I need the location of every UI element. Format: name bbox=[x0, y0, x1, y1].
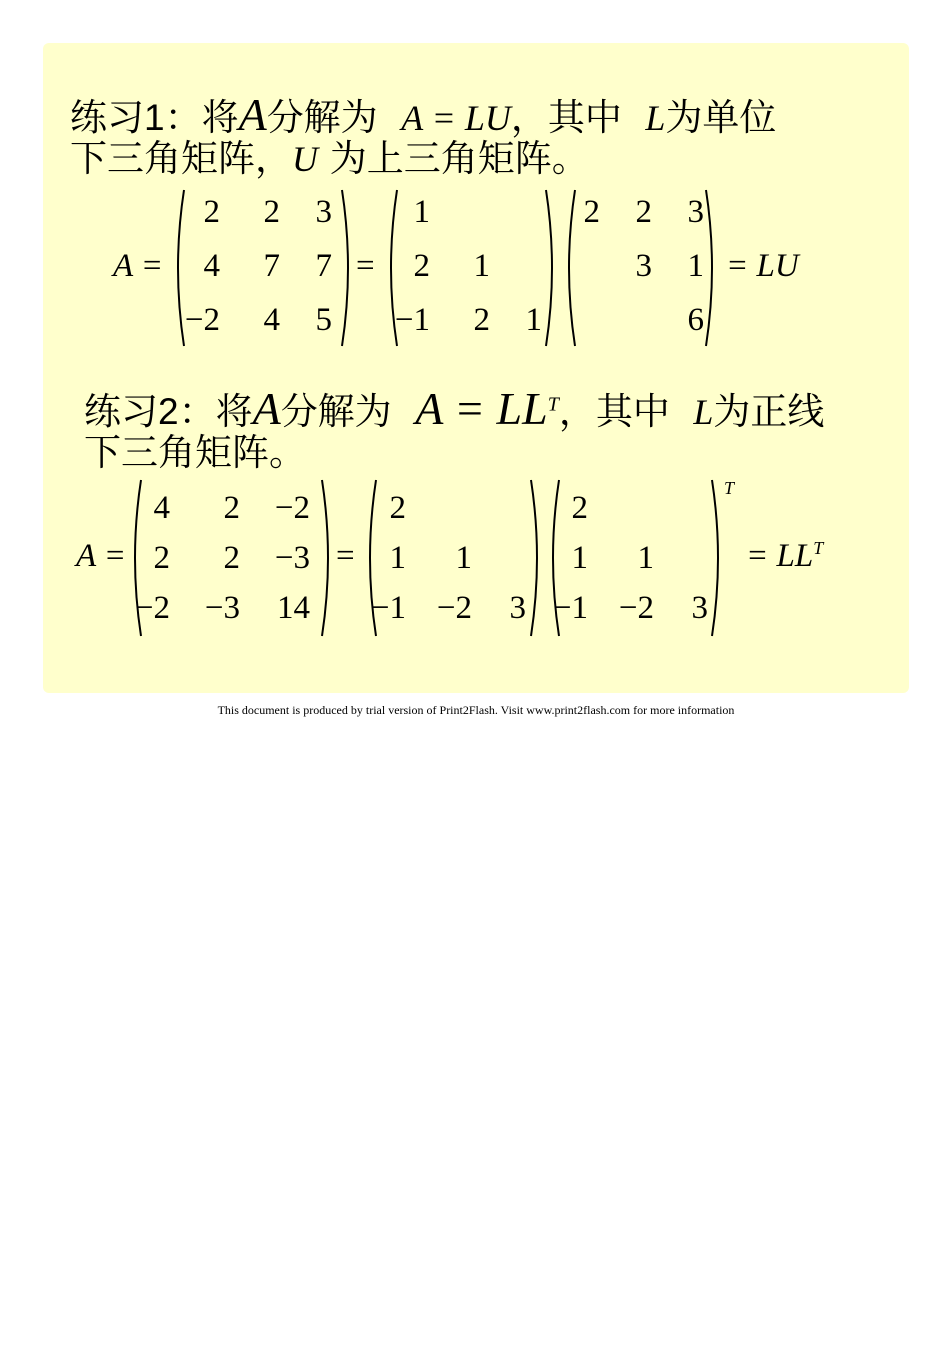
ex2-var-a: A bbox=[252, 383, 281, 434]
ex1-var-l: L bbox=[645, 98, 666, 138]
ex2-comma: ， bbox=[558, 390, 596, 433]
ex2-a-cell: 14 bbox=[277, 590, 310, 626]
ex2-l-cell: 3 bbox=[509, 590, 526, 626]
ex1-rest: 为单位 bbox=[665, 96, 777, 139]
ex1-equation: A = LU bbox=[401, 98, 511, 138]
ex2-line1 bbox=[84, 383, 825, 434]
ex2-lt-cell: 1 bbox=[571, 540, 588, 576]
ex1-result bbox=[726, 248, 799, 285]
ex1-fenjie: 分解为 bbox=[266, 96, 378, 139]
ex1-line2b: 为上三角矩阵。 bbox=[329, 137, 589, 180]
ex2-result bbox=[746, 538, 823, 575]
ex1-line2a: 下三角矩阵， bbox=[70, 137, 292, 180]
ex2-a-cell: 2 bbox=[223, 540, 240, 576]
ex1-comma: ， bbox=[510, 96, 548, 139]
ex1-result-text: = LU bbox=[726, 248, 799, 284]
ex2-equals bbox=[336, 538, 355, 575]
ex2-line2-text: 下三角矩阵。 bbox=[84, 431, 306, 474]
ex1-l-cell: −1 bbox=[394, 302, 430, 338]
ex2-transpose-text: T bbox=[724, 478, 735, 498]
ex1-l-cell: 2 bbox=[413, 248, 430, 284]
ex2-lhs-text: A = bbox=[76, 538, 127, 574]
ex2-a-cell: −2 bbox=[134, 590, 170, 626]
ex1-l-cell: 1 bbox=[525, 302, 542, 338]
ex1-qizhong: 其中 bbox=[547, 96, 622, 139]
ex2-equation: A = LL bbox=[415, 383, 548, 434]
ex2-l-right-paren bbox=[525, 478, 545, 638]
ex2-equals-text: = bbox=[336, 538, 355, 574]
ex1-var-a: A bbox=[238, 89, 267, 140]
ex2-a-cell: 4 bbox=[153, 490, 170, 526]
ex1-equals bbox=[356, 248, 375, 285]
ex1-a-cell: 7 bbox=[315, 248, 332, 284]
ex1-lhs-text: A = bbox=[113, 248, 164, 284]
ex1-u-cell: 2 bbox=[583, 194, 600, 230]
ex2-l-cell: 1 bbox=[389, 540, 406, 576]
ex2-a-cell: −3 bbox=[204, 590, 240, 626]
ex1-u-cell: 3 bbox=[687, 194, 704, 230]
ex1-a-cell: 7 bbox=[263, 248, 280, 284]
ex2-l-cell: −2 bbox=[436, 590, 472, 626]
ex2-l-cell: 2 bbox=[389, 490, 406, 526]
ex2-fenjie: 分解为 bbox=[280, 390, 392, 433]
ex1-l-right-paren bbox=[540, 188, 560, 348]
ex1-a-cell: 2 bbox=[203, 194, 220, 230]
ex2-lhs bbox=[76, 538, 126, 575]
ex2-label: 练习2： bbox=[84, 391, 216, 432]
ex2-var-l: L bbox=[693, 392, 714, 432]
ex1-u-cell: 3 bbox=[635, 248, 652, 284]
ex1-a-cell: 2 bbox=[263, 194, 280, 230]
ex2-a-right-paren bbox=[316, 478, 336, 638]
ex1-u-cell: 1 bbox=[687, 248, 704, 284]
ex2-sup: T bbox=[547, 393, 559, 416]
ex2-lt-cell: −1 bbox=[552, 590, 588, 626]
ex1-jiang: 将 bbox=[201, 96, 239, 139]
ex1-a-right-paren bbox=[336, 188, 356, 348]
ex1-u-cell: 2 bbox=[635, 194, 652, 230]
ex1-var-u: U bbox=[292, 139, 318, 179]
ex2-transpose-sup bbox=[724, 478, 734, 499]
ex2-line2 bbox=[84, 431, 306, 474]
ex1-a-cell: 5 bbox=[315, 302, 332, 338]
ex2-lt-cell: 1 bbox=[637, 540, 654, 576]
ex2-a-cell: −3 bbox=[274, 540, 310, 576]
ex1-a-cell: 4 bbox=[263, 302, 280, 338]
ex1-l-cell: 2 bbox=[473, 302, 490, 338]
ex1-l-cell: 1 bbox=[473, 248, 490, 284]
ex2-lt-right-paren bbox=[706, 478, 726, 638]
ex1-label: 练习1： bbox=[70, 97, 202, 138]
ex1-u-cell: 6 bbox=[687, 302, 704, 338]
ex2-rest: 为正线 bbox=[713, 390, 825, 433]
ex1-a-cell: 3 bbox=[315, 194, 332, 230]
ex2-qizhong: 其中 bbox=[595, 390, 670, 433]
ex2-l-cell: −1 bbox=[370, 590, 406, 626]
ex2-jiang: 将 bbox=[215, 390, 253, 433]
ex1-line2 bbox=[70, 137, 589, 180]
ex2-a-cell: 2 bbox=[223, 490, 240, 526]
ex1-equals-text: = bbox=[356, 248, 375, 284]
ex1-lhs bbox=[113, 248, 163, 285]
ex2-result-sup: T bbox=[813, 538, 824, 558]
ex1-a-cell: −2 bbox=[184, 302, 220, 338]
trial-footer: This document is produced by trial version of Print2Flash. Visit www.print2flash.com for more information bbox=[217, 703, 735, 717]
ex1-l-cell: 1 bbox=[413, 194, 430, 230]
ex2-l-cell: 1 bbox=[455, 540, 472, 576]
ex1-line1 bbox=[70, 89, 777, 140]
ex2-result-text: = LL bbox=[746, 538, 814, 574]
ex2-lt-cell: −2 bbox=[618, 590, 654, 626]
ex2-a-cell: −2 bbox=[274, 490, 310, 526]
ex1-a-cell: 4 bbox=[203, 248, 220, 284]
ex2-lt-cell: 2 bbox=[571, 490, 588, 526]
ex2-lt-cell: 3 bbox=[691, 590, 708, 626]
ex1-u-right-paren bbox=[700, 188, 720, 348]
ex2-a-cell: 2 bbox=[153, 540, 170, 576]
